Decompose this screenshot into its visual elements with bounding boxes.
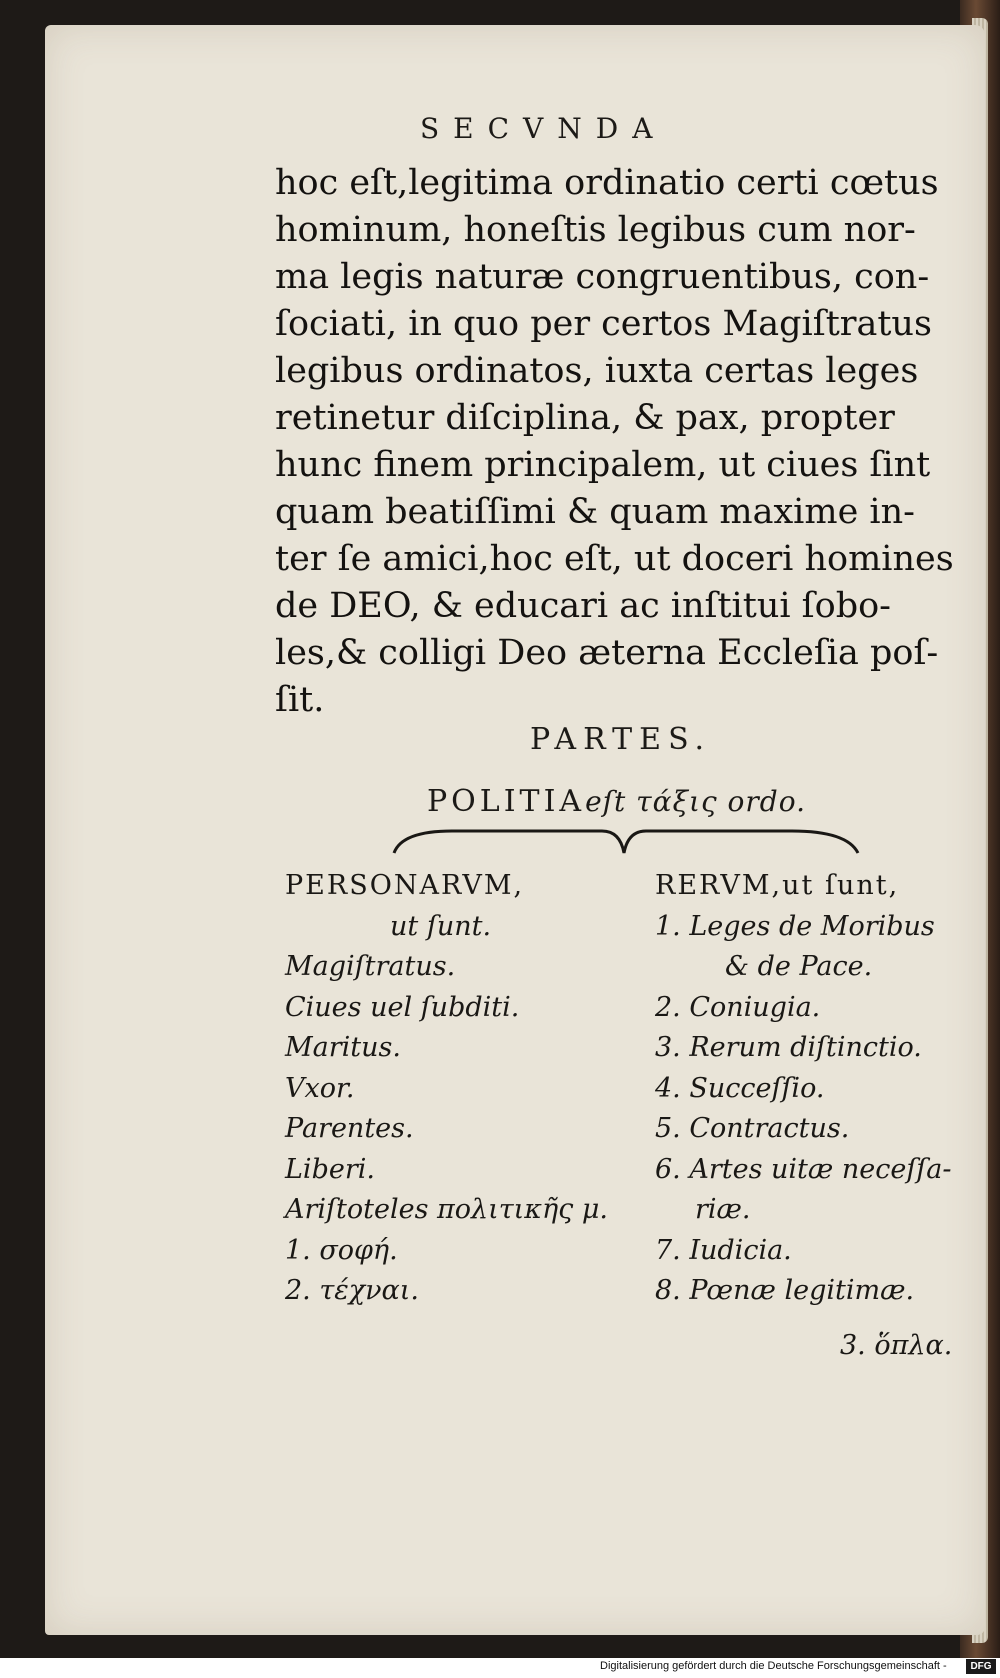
curly-brace-divider: [392, 823, 862, 859]
list-item: riæ.: [695, 1194, 751, 1225]
politia-caps: POLITIA: [427, 784, 586, 819]
list-item: Magiſtratus.: [285, 951, 456, 982]
list-item: 4. Succeſſio.: [655, 1072, 825, 1104]
text-line: hunc finem principalem, ut ciues ſint: [275, 445, 931, 485]
list-item: & de Pace.: [725, 951, 873, 982]
rerum-column: [655, 866, 952, 1312]
list-item: Vxor.: [285, 1072, 355, 1104]
list-item: Parentes.: [285, 1113, 414, 1144]
text-line: les,& colligi Deo æterna Eccleſia poſ-: [275, 633, 939, 673]
text-line: retinetur diſciplina, & pax, propter: [275, 398, 895, 438]
list-item: 2. τέχναι.: [285, 1275, 419, 1306]
text-line: ter ſe amici,hoc eſt, ut doceri homines: [275, 539, 954, 579]
list-item: PERSONARVM,: [285, 870, 525, 901]
list-item: 2. Coniugia.: [655, 991, 821, 1023]
list-item: 8. Pœnæ legitimæ.: [655, 1275, 915, 1306]
body-text: [275, 160, 975, 724]
list-item: 7. Iudicia.: [655, 1234, 792, 1266]
text-line: ſit.: [275, 680, 325, 720]
text-line: hominum, honeſtis legibus cum nor-: [275, 210, 916, 250]
partes-heading: PARTES.: [530, 722, 712, 757]
text-line: ſociati, in quo per certos Magiſtratus: [275, 304, 932, 344]
footer-credit: Digitalisierung gefördert durch die Deutsche Forschungsgemeinschaft -: [600, 1660, 947, 1672]
text-line: ma legis naturæ congruentibus, con-: [275, 257, 930, 297]
list-item: Liberi.: [285, 1153, 375, 1185]
list-item: Maritus.: [285, 1032, 401, 1063]
list-item: ut ſunt.: [390, 910, 492, 942]
text-line: legibus ordinatos, iuxta certas leges: [275, 351, 919, 391]
text-line: hoc eſt,legitima ordinatio certi cœtus: [275, 163, 939, 203]
text-line: quam beatiſſimi & quam maxime in-: [275, 492, 915, 532]
running-head: SECVNDA: [420, 112, 667, 145]
dfg-logo: DFG: [966, 1659, 996, 1674]
list-item: Ciues uel ſubditi.: [285, 991, 520, 1023]
politia-definition: eſt τάξις ordo.: [585, 785, 806, 818]
list-item: 1. Leges de Moribus: [655, 910, 935, 942]
politia-heading: [427, 784, 806, 819]
hopla-item: 3. ὅπλα.: [840, 1330, 953, 1361]
list-item: 6. Artes uitæ neceſſa-: [655, 1153, 952, 1185]
list-item: RERVM,ut ſunt,: [655, 870, 900, 901]
list-item: 5. Contractus.: [655, 1113, 850, 1144]
text-line: de DEO, & educari ac inſtitui ſobo-: [275, 586, 892, 626]
personarum-column: [285, 866, 608, 1312]
list-item: 3. Rerum diſtinctio.: [655, 1032, 922, 1063]
list-item: Ariſtoteles πολιτικῆς μ.: [285, 1194, 608, 1225]
list-item: 1. σοφή.: [285, 1234, 398, 1266]
